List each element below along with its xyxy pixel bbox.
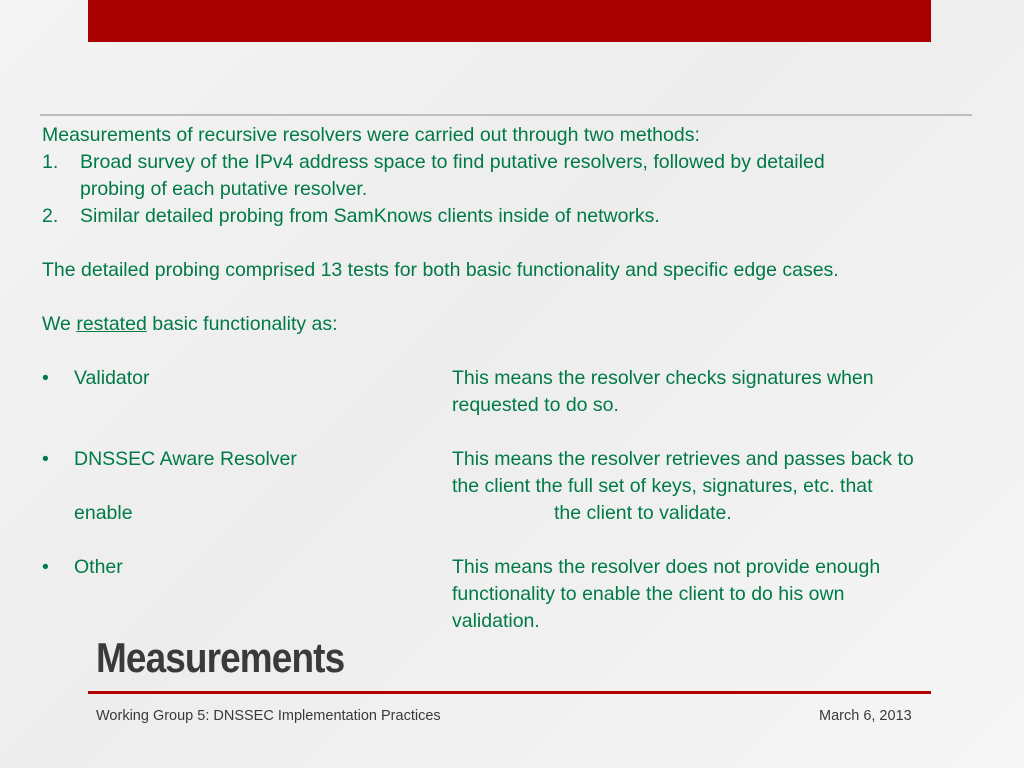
- title-underline: [88, 691, 931, 694]
- method-text-line: Similar detailed probing from SamKnows clients inside of networks.: [80, 205, 660, 227]
- method-item-1: [42, 149, 1002, 203]
- bullet-icon: •: [42, 367, 49, 389]
- header-divider: [40, 114, 972, 116]
- category-desc: functionality to enable the client to do his own: [452, 583, 845, 605]
- method-number: 1.: [42, 151, 59, 173]
- slide-body: [42, 122, 1002, 635]
- bullet-icon: •: [42, 556, 49, 578]
- detail-text: The detailed probing comprised 13 tests for both basic functionality and specific edge cases.: [42, 259, 839, 281]
- restate-suffix: basic functionality as:: [152, 313, 338, 335]
- slide-title: Measurements: [96, 634, 345, 681]
- category-desc-continuation: the client to validate.: [554, 502, 732, 524]
- category-term: DNSSEC Aware Resolver: [74, 448, 297, 470]
- restate-underlined: restated: [76, 313, 147, 335]
- category-term: Validator: [74, 367, 150, 389]
- method-item-2: [42, 203, 1002, 230]
- category-other: [42, 554, 1002, 581]
- category-validator: [42, 365, 1002, 392]
- category-term: Other: [74, 556, 123, 578]
- method-text-line: probing of each putative resolver.: [80, 178, 368, 200]
- restate-text: [42, 311, 1002, 338]
- category-desc: This means the resolver checks signatures when: [452, 367, 874, 389]
- category-desc: This means the resolver retrieves and passes back to: [452, 448, 914, 470]
- category-dnssec-aware: [42, 446, 1002, 473]
- restate-prefix: We: [42, 313, 71, 335]
- footer-date: March 6, 2013: [819, 708, 912, 724]
- footer-text: Working Group 5: DNSSEC Implementation Practices: [96, 708, 441, 724]
- bullet-icon: •: [42, 448, 49, 470]
- category-desc: the client the full set of keys, signatures, etc. that: [452, 475, 873, 497]
- header-accent-bar: [88, 0, 931, 42]
- category-desc: validation.: [452, 610, 540, 632]
- category-desc: This means the resolver does not provide enough: [452, 556, 881, 578]
- category-desc: requested to do so.: [452, 394, 619, 416]
- intro-text: Measurements of recursive resolvers were carried out through two methods:: [42, 124, 700, 146]
- method-number: 2.: [42, 205, 59, 227]
- category-desc-continuation: enable: [74, 502, 133, 524]
- method-text-line: Broad survey of the IPv4 address space to find putative resolvers, followed by detailed: [80, 151, 825, 173]
